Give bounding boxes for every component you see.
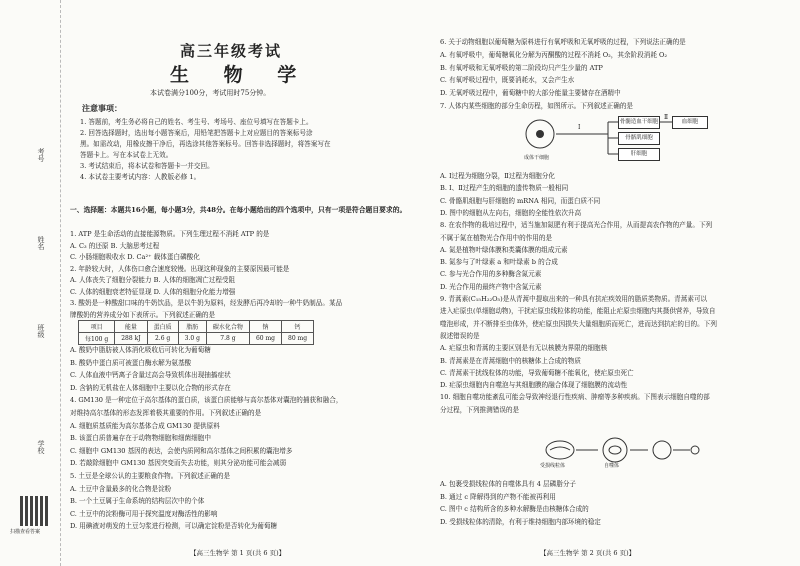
text-line: D. 无氧呼吸过程中，葡萄糖中的大部分能量主要储存在酒精中 [440, 89, 621, 98]
text-line: C. 骨骼肌细胞与肝细胞的 mRNA 相同，而蛋白质不同 [440, 196, 601, 205]
text-line: C. 人体血液中钙离子含量过高会导致机体出现抽搐症状 [70, 371, 231, 380]
diagram-q10 [540, 432, 700, 472]
text-line: 2. 年龄较大时，人体伤口愈合速度较慢。出现这种现象的主要原因最可能是 [70, 264, 290, 273]
text-line: 对维持高尔基体的形态发挥着极其重要的作用。下列叙述正确的是 [70, 409, 262, 417]
text-line: A. 酸奶中脂肪被人体消化吸收后可转化为葡萄糖 [70, 346, 211, 354]
binding-strip [0, 0, 61, 566]
text-line: A. 有氧呼吸中，葡萄糖氧化分解为丙酮酸的过程不消耗 O₂，其余阶段消耗 O₂ [440, 50, 668, 59]
text-line: B. 一个土豆属于生命系统的结构层次中的个体 [70, 497, 205, 506]
table-header-cell: 钙 [282, 321, 314, 333]
text-line: B. 通过 c 降解得到的产物不能被再利用 [440, 492, 556, 501]
text-line: 6. 关于动物细胞以葡萄糖为原料进行有氧呼吸和无氧呼吸的过程，下列说法正确的是 [440, 38, 686, 46]
muscle-cell-box: 骨骼肌细胞 [618, 132, 660, 145]
text-line: 叙述错误的是 [440, 331, 480, 340]
text-line: 1. ATP 是生命活动的直接能源物质。下列生理过程不消耗 ATP 的是 [70, 230, 270, 238]
table-header-cell: 项目 [79, 321, 115, 333]
text-line: B. 氮参与了叶绿素 a 和叶绿素 b 的合成 [440, 258, 558, 267]
text-line: 牌酸奶的营养成分如下表所示。下列叙述正确的是 [70, 310, 216, 319]
liver-cell-box: 肝细胞 [618, 148, 660, 161]
qr-caption: 扫描查看答案 [10, 529, 41, 535]
text-line: A. 土豆中含量最多的化合物是淀粉 [70, 484, 172, 493]
text-line: B. 酸奶中蛋白质可被蛋白酶水解为氨基酸 [70, 358, 192, 367]
text-line: 1. 答题前，考生务必将自己的姓名、考生号、考场号、座位号填写在答题卡上。 [80, 118, 313, 126]
text-line: 答题卡上。写在本试卷上无效。 [80, 151, 173, 159]
text-line: C. 参与光合作用的多种酶含氮元素 [440, 270, 542, 279]
text-line: D. 含钠的无机盐在人体细胞中主要以化合物的形式存在 [70, 383, 231, 392]
text-line: C. 有氧呼吸过程中，既要消耗水，又会产生水 [440, 76, 575, 85]
footer-left: 【高三生物学 第 1 页(共 6 页)】 [190, 549, 286, 557]
table-cell: 2.6 g [147, 333, 178, 345]
autophagosome-label: 自噬体 [604, 463, 620, 469]
text-line: 进入疟原虫(单细胞动物)，干扰疟原虫线粒体的功能，能阻止疟原虫细胞内其摄供营养，导致自 [440, 307, 716, 316]
text-line: 2. 回答选择题时，选出每小题答案后，用铅笔把答题卡上对应题目的答案标号涂 [80, 129, 313, 137]
class-label: 班级 [37, 324, 45, 338]
table-header-cell: 脂肪 [178, 321, 206, 333]
table-cell: 7.8 g [206, 333, 249, 345]
text-line: D. 疟原虫细胞内自噬泡与其细胞膜的融合体现了细胞膜的流动性 [440, 381, 628, 390]
footer-right: 【高三生物学 第 2 页(共 6 页)】 [540, 549, 636, 557]
exam-title: 高三年级考试 [180, 42, 283, 60]
text-line: A. 包裹受损线粒体的自噬体具有 4 层磷脂分子 [440, 480, 577, 488]
table-header-cell: 蛋白质 [147, 321, 178, 333]
nutrition-table [78, 320, 314, 345]
text-line: A. 疟原虫和青蒿的主要区别是有无以核膜为界限的细胞核 [440, 344, 608, 353]
text-line: A. 细胞质基质能为高尔基体合成 GM130 提供原料 [70, 421, 220, 430]
text-line: D. 受损线粒体的清除，有利于维持细胞内部环境的稳定 [440, 517, 601, 526]
hsc-box: 骨髓造血干细胞 [618, 116, 660, 129]
adult-stem-cell-label: 成体干细胞 [524, 155, 550, 161]
table-header-cell: 碳水化合物 [206, 321, 249, 333]
text-line: C. 人体的细胞衰老特征显现 D. 人体的细胞分化能力增强 [70, 287, 236, 296]
text-line: 4. 本试卷主要考试内容：人教版必修 1。 [80, 173, 201, 181]
text-line: 7. 人体内某些细胞的部分生命历程，如图所示。下列叙述正确的是 [440, 102, 634, 110]
text-line: 3. 酸奶是一种酸甜口味的牛奶饮品，是以牛奶为原料，经发酵后再冷却的一种牛奶制品。某品 [70, 299, 343, 307]
text-line: 9. 青蒿素(C₁₅H₂₂O₅)是从青蒿中提取出来的一种具有抗疟疾效用的脂质类物质。青蒿素可以 [440, 295, 708, 303]
text-line: B. 青蒿素是在青蒿细胞中的核糖体上合成的物质 [440, 356, 581, 365]
score-line: 本试卷满分100分，考试用时75分钟。 [150, 89, 271, 97]
table-cell: 288 kJ [115, 333, 147, 345]
text-line: D. 若敲除细胞中 GM130 基因突变而失去功能，则其分泌功能可能会减弱 [70, 459, 287, 468]
kaohao-label: 考号 [37, 148, 45, 162]
table-cell: 每100 g [79, 333, 115, 345]
table-cell: 3.0 g [178, 333, 206, 345]
text-line: A. C₃ 的还原 B. 大脑思考过程 [70, 241, 160, 250]
text-line: 分过程，下列推测错误的是 [440, 405, 520, 414]
section-heading: 一、选择题：本题共16小题，每小题3分，共48分。在每小题给出的四个选项中，只有一项是符合题目要求的。 [70, 206, 407, 214]
notes-title: 注意事项： [82, 103, 122, 113]
text-line: 8. 在农作物的栽培过程中，适当施加氮肥有利于提高光合作用，从而提高农作物的产量。下列 [440, 221, 713, 230]
text-line: 4. GM130 是一种定位于高尔基体的蛋白质，该蛋白质能够与高尔基体对囊泡的捕获和融合， [70, 396, 343, 405]
damaged-mito-label: 受损线粒体 [540, 463, 566, 469]
text-line: B. 有氧呼吸和无氧呼吸的第二阶段均只产生少量的 ATP [440, 63, 603, 72]
text-line: 黑。如需改动，用橡皮擦干净后，再选涂其他答案标号。回答非选择题时，将答案写在 [80, 140, 331, 148]
school-label: 学校 [37, 440, 45, 454]
table-cell: 80 mg [282, 333, 314, 345]
text-line: C. 土豆中的淀粉酶可用于探究温度对酶活性的影响 [70, 509, 218, 518]
qr-code[interactable] [20, 496, 50, 526]
text-line: C. 细胞中 GM130 基因的表达，会使内质网和高尔基体之间积累的囊泡增多 [70, 446, 293, 455]
process-ii-label: Ⅱ [664, 114, 669, 121]
text-line: 3. 考试结束后，将本试卷和答题卡一并交回。 [80, 162, 214, 170]
process-i-label: Ⅰ [578, 124, 581, 131]
text-line: A. 氮是植物叶绿体膜和类囊体膜的组成元素 [440, 245, 568, 254]
text-line: A. 人体丧失了细胞分裂能力 B. 人体的细胞凋亡过程受阻 [70, 276, 236, 284]
table-header-cell: 钠 [249, 321, 281, 333]
text-line: A. Ⅰ过程为细胞分裂，Ⅱ过程为细胞分化 [440, 172, 555, 180]
text-line: 5. 土豆是全球公认的主要粮食作物。下列叙述正确的是 [70, 472, 231, 480]
diagram-q7 [520, 112, 720, 168]
text-line: D. 光合作用的最终产物中含氮元素 [440, 282, 542, 291]
text-line: C. 图中 c 结构所含的多种水解酶是由核糖体合成的 [440, 505, 589, 513]
text-line: C. 小肠细胞吸收水 D. Ca²⁺ 载体蛋白磷酸化 [70, 253, 200, 261]
table-header-cell: 能量 [115, 321, 147, 333]
text-line: B. Ⅰ、Ⅱ过程产生的细胞的遗传物质一般相同 [440, 184, 569, 193]
text-line: 不属于氮在植物光合作用中的作用的是 [440, 233, 553, 242]
blood-cell-box: 血细胞 [672, 116, 708, 129]
text-line: C. 青蒿素干扰线粒体的功能，导致葡萄糖不能氧化，使疟原虫死亡 [440, 368, 634, 377]
table-cell: 60 mg [249, 333, 281, 345]
name-label: 姓名 [37, 236, 45, 250]
text-line: D. 图中的细胞从左向右，细胞的全能性依次升高 [440, 208, 582, 217]
text-line: B. 该蛋白质普遍存在于动物物细胞和细菌细胞中 [70, 434, 211, 443]
text-line: 噬泡形成，并不断排至虫体外，使疟原虫因损失大量细胞质而死亡，进而达到抗疟的目的。下列 [440, 319, 717, 328]
text-line: D. 用碘液对萌发的土豆匀浆进行检测，可以确定淀粉是否转化为葡萄糖 [70, 522, 278, 531]
subject-title: 生 物 学 [170, 64, 311, 86]
text-line: 10. 细胞自噬功能紊乱可能会导致神经退行性疾病、肿瘤等多种疾病。下图表示细胞自噬的部 [440, 393, 710, 402]
